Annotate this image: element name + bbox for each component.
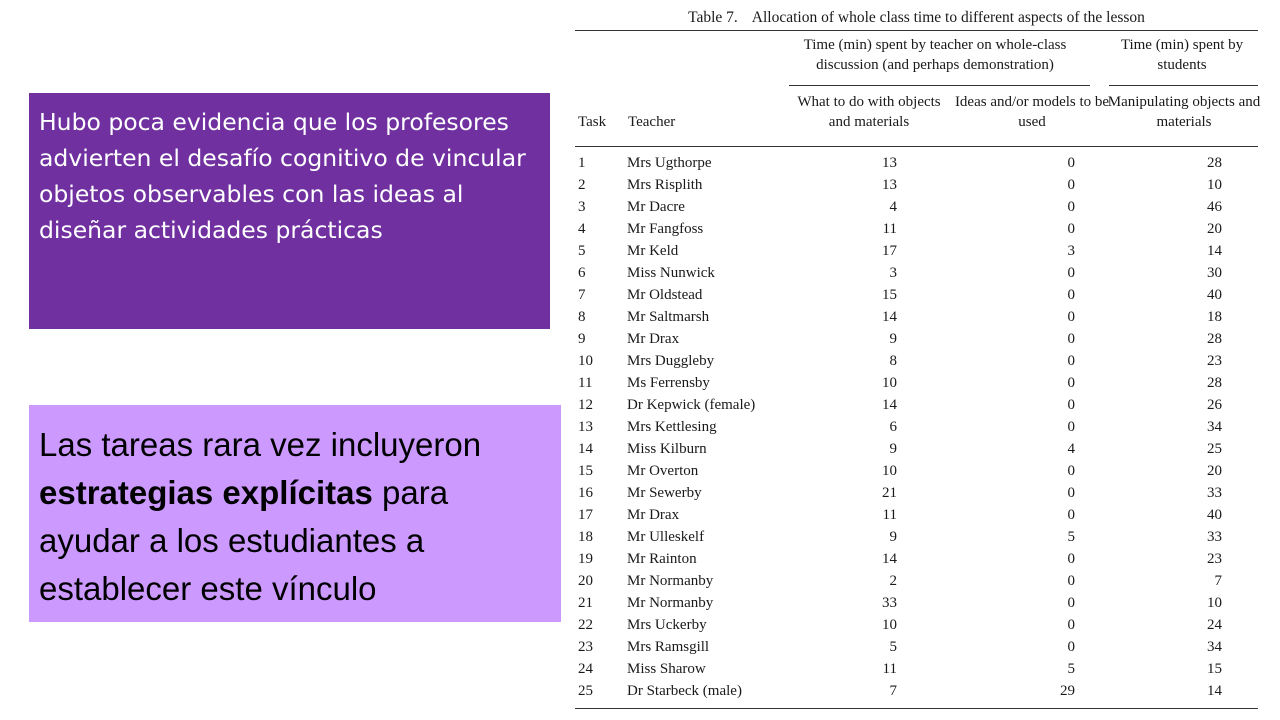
cell-task: 21 — [578, 595, 593, 611]
cell-task: 20 — [578, 573, 593, 589]
purple-box-text: Hubo poca evidencia que los profesores advierten el desafío cognitivo de vincular objetos observables con las ideas al diseñar actividades prácticas — [39, 108, 526, 244]
table-row — [575, 482, 1258, 504]
cell-ideas: 0 — [1067, 485, 1075, 501]
cell-manip: 18 — [1207, 309, 1222, 325]
cell-teacher: Mrs Uckerby — [627, 617, 707, 633]
cell-manip: 20 — [1207, 221, 1222, 237]
cell-task: 12 — [578, 397, 593, 413]
cell-ideas: 0 — [1067, 463, 1075, 479]
cell-teacher: Mr Overton — [627, 463, 699, 479]
cell-teacher: Mr Rainton — [627, 551, 697, 567]
cell-ideas: 0 — [1067, 639, 1075, 655]
lilac-text-after: para ayudar a los estudiantes a establecer este vínculo — [39, 474, 449, 607]
data-table — [575, 6, 1261, 709]
cell-ideas: 0 — [1067, 617, 1075, 633]
cell-manip: 28 — [1207, 155, 1222, 171]
cell-ideas: 0 — [1067, 595, 1075, 611]
table-row — [575, 416, 1258, 438]
cell-what: 9 — [889, 331, 897, 347]
cell-what: 21 — [882, 485, 897, 501]
cell-ideas: 5 — [1067, 529, 1075, 545]
table-row — [575, 152, 1258, 174]
cell-task: 15 — [578, 463, 593, 479]
cell-what: 11 — [882, 507, 897, 523]
cell-ideas: 0 — [1067, 331, 1075, 347]
cell-manip: 24 — [1207, 617, 1222, 633]
cell-what: 14 — [882, 551, 897, 567]
cell-ideas: 5 — [1067, 661, 1075, 677]
table-row — [575, 658, 1258, 680]
cell-ideas: 0 — [1067, 419, 1075, 435]
cell-manip: 10 — [1207, 177, 1222, 193]
lilac-box-text — [39, 421, 551, 613]
cell-manip: 7 — [1214, 573, 1222, 589]
cell-teacher: Mr Keld — [627, 243, 679, 259]
cell-teacher: Mr Oldstead — [627, 287, 703, 303]
cell-manip: 34 — [1207, 639, 1222, 655]
cell-task: 24 — [578, 661, 593, 677]
cell-ideas: 0 — [1067, 177, 1075, 193]
cell-manip: 40 — [1207, 287, 1222, 303]
cell-teacher: Ms Ferrensby — [627, 375, 710, 391]
cell-task: 11 — [578, 375, 593, 391]
table-row — [575, 174, 1258, 196]
cell-manip: 34 — [1207, 419, 1222, 435]
cell-task: 23 — [578, 639, 593, 655]
lilac-text-bold: estrategias explícitas — [39, 474, 373, 511]
cell-manip: 23 — [1207, 353, 1222, 369]
cell-task: 1 — [578, 155, 586, 171]
group-header-teacher: Time (min) spent by teacher on whole-class discussion (and perhaps demonstration) — [803, 37, 1067, 73]
cell-ideas: 3 — [1067, 243, 1075, 259]
cell-manip: 33 — [1207, 485, 1222, 501]
col-header-teacher: Teacher — [628, 114, 676, 130]
cell-task: 16 — [578, 485, 593, 501]
group-underline-teacher — [789, 85, 1090, 86]
table-row — [575, 592, 1258, 614]
table-caption — [575, 6, 1258, 30]
cell-what: 13 — [882, 177, 897, 193]
table-caption-title: Allocation of whole class time to different aspects of the lesson — [751, 9, 1145, 26]
lilac-text-box — [29, 405, 561, 622]
cell-ideas: 0 — [1067, 573, 1075, 589]
cell-task: 2 — [578, 177, 586, 193]
table-row — [575, 372, 1258, 394]
lilac-text-before: Las tareas rara vez incluyeron — [39, 426, 482, 463]
cell-teacher: Mrs Ramsgill — [627, 639, 710, 655]
cell-ideas: 0 — [1067, 551, 1075, 567]
cell-teacher: Miss Sharow — [627, 661, 706, 677]
table-row — [575, 394, 1258, 416]
cell-manip: 23 — [1207, 551, 1222, 567]
cell-ideas: 4 — [1067, 441, 1075, 457]
cell-what: 33 — [882, 595, 897, 611]
table-row — [575, 460, 1258, 482]
cell-ideas: 0 — [1067, 199, 1075, 215]
cell-teacher: Dr Starbeck (male) — [627, 683, 742, 699]
cell-what: 15 — [882, 287, 897, 303]
table-row — [575, 262, 1258, 284]
cell-ideas: 0 — [1067, 155, 1075, 171]
group-header-students: Time (min) spent by students — [1120, 37, 1244, 73]
cell-task: 14 — [578, 441, 593, 457]
cell-task: 4 — [578, 221, 586, 237]
cell-what: 2 — [889, 573, 897, 589]
cell-what: 4 — [889, 199, 897, 215]
cell-what: 9 — [889, 529, 897, 545]
cell-manip: 33 — [1207, 529, 1222, 545]
table-row — [575, 438, 1258, 460]
cell-task: 7 — [578, 287, 586, 303]
cell-task: 25 — [578, 683, 593, 699]
cell-task: 9 — [578, 331, 586, 347]
cell-manip: 40 — [1207, 507, 1222, 523]
col-header-manip: Manipulating objects and materials — [1107, 94, 1261, 130]
cell-teacher: Dr Kepwick (female) — [627, 397, 756, 413]
table-header — [575, 31, 1261, 146]
cell-task: 17 — [578, 507, 593, 523]
table-row — [575, 548, 1258, 570]
cell-teacher: Mr Normanby — [627, 573, 714, 589]
cell-ideas: 0 — [1067, 265, 1075, 281]
cell-task: 3 — [578, 199, 586, 215]
col-header-task: Task — [578, 114, 607, 130]
cell-teacher: Mr Normanby — [627, 595, 714, 611]
table-row — [575, 680, 1258, 702]
cell-ideas: 0 — [1067, 309, 1075, 325]
table-row — [575, 306, 1258, 328]
table-row — [575, 614, 1258, 636]
cell-teacher: Mr Ulleskelf — [627, 529, 705, 545]
cell-teacher: Miss Nunwick — [627, 265, 715, 281]
table-row — [575, 504, 1258, 526]
table-row — [575, 196, 1258, 218]
cell-what: 10 — [882, 463, 897, 479]
cell-what: 7 — [889, 683, 897, 699]
cell-teacher: Mr Drax — [627, 331, 680, 347]
table-row — [575, 218, 1258, 240]
table-row — [575, 350, 1258, 372]
cell-manip: 28 — [1207, 331, 1222, 347]
cell-what: 14 — [882, 397, 897, 413]
cell-manip: 26 — [1207, 397, 1222, 413]
cell-teacher: Mr Fangfoss — [627, 221, 704, 237]
cell-task: 6 — [578, 265, 586, 281]
table-row — [575, 328, 1258, 350]
cell-teacher: Mr Saltmarsh — [627, 309, 710, 325]
cell-teacher: Miss Kilburn — [627, 441, 707, 457]
cell-manip: 15 — [1207, 661, 1222, 677]
table-caption-label: Table 7. — [688, 9, 738, 26]
cell-ideas: 0 — [1067, 507, 1075, 523]
cell-task: 22 — [578, 617, 593, 633]
cell-manip: 20 — [1207, 463, 1222, 479]
cell-manip: 10 — [1207, 595, 1222, 611]
cell-task: 10 — [578, 353, 593, 369]
cell-teacher: Mrs Kettlesing — [627, 419, 717, 435]
cell-what: 14 — [882, 309, 897, 325]
cell-teacher: Mr Dacre — [627, 199, 685, 215]
cell-ideas: 0 — [1067, 397, 1075, 413]
cell-manip: 30 — [1207, 265, 1222, 281]
cell-what: 3 — [889, 265, 897, 281]
cell-what: 11 — [882, 661, 897, 677]
cell-manip: 46 — [1207, 199, 1222, 215]
cell-task: 8 — [578, 309, 586, 325]
cell-teacher: Mrs Duggleby — [627, 353, 715, 369]
cell-manip: 25 — [1207, 441, 1222, 457]
purple-text-box — [29, 93, 550, 329]
col-header-what: What to do with objects and materials — [797, 94, 941, 130]
cell-what: 13 — [882, 155, 897, 171]
cell-manip: 14 — [1207, 243, 1222, 259]
cell-ideas: 0 — [1067, 287, 1075, 303]
cell-task: 5 — [578, 243, 586, 259]
cell-what: 8 — [889, 353, 897, 369]
table-row — [575, 636, 1258, 658]
cell-task: 19 — [578, 551, 593, 567]
cell-teacher: Mr Sewerby — [627, 485, 702, 501]
cell-teacher: Mr Drax — [627, 507, 680, 523]
cell-manip: 14 — [1207, 683, 1222, 699]
cell-ideas: 0 — [1067, 353, 1075, 369]
col-header-ideas: Ideas and/or models to be used — [954, 94, 1110, 130]
cell-what: 6 — [889, 419, 897, 435]
cell-ideas: 0 — [1067, 221, 1075, 237]
table-row — [575, 284, 1258, 306]
cell-ideas: 0 — [1067, 375, 1075, 391]
cell-what: 11 — [882, 221, 897, 237]
cell-teacher: Mrs Ugthorpe — [627, 155, 712, 171]
cell-ideas: 29 — [1060, 683, 1075, 699]
group-underline-students — [1109, 85, 1258, 86]
cell-task: 18 — [578, 529, 593, 545]
table-row — [575, 570, 1258, 592]
cell-teacher: Mrs Risplith — [627, 177, 703, 193]
cell-what: 10 — [882, 375, 897, 391]
table-body — [575, 152, 1258, 702]
cell-task: 13 — [578, 419, 593, 435]
table-row — [575, 240, 1258, 262]
cell-manip: 28 — [1207, 375, 1222, 391]
cell-what: 9 — [889, 441, 897, 457]
cell-what: 5 — [889, 639, 897, 655]
cell-what: 17 — [882, 243, 897, 259]
cell-what: 10 — [882, 617, 897, 633]
table-row — [575, 526, 1258, 548]
table-bottom-rule — [575, 708, 1258, 709]
